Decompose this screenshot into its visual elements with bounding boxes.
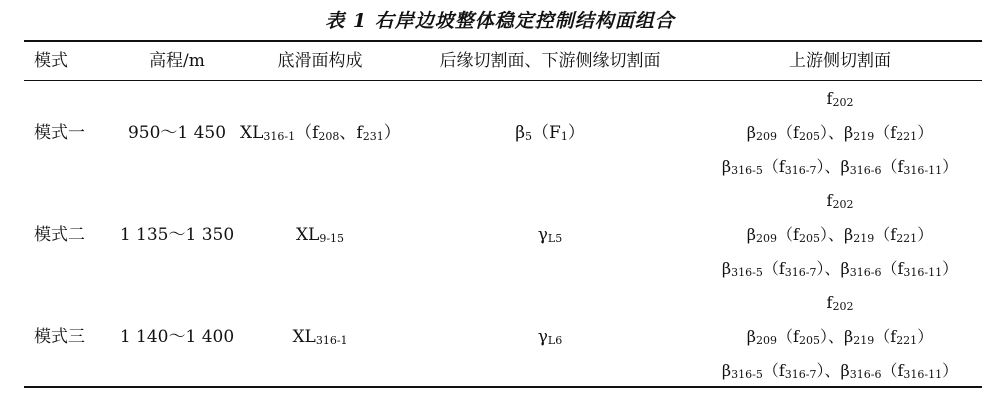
- row-2-upstream-line-3: $\beta_{316-5}(f_{316-7})$、$\beta_{316-6}(f_{316-11})$: [721, 259, 959, 279]
- header-upstream-cut: 上游侧切割面: [789, 51, 891, 71]
- row-1-elevation: 950～1 450: [127, 123, 227, 143]
- row-2-bottom-slide: $XL_{9-15}$: [295, 225, 345, 245]
- header-elevation: 高程/m: [149, 51, 205, 71]
- row-2-upstream-line-2: $\beta_{209}(f_{205})$、$\beta_{219}(f_{221})$: [746, 225, 934, 245]
- row-3-upstream-line-1: $f_{202}$: [826, 293, 854, 313]
- row-3-upstream-line-2: $\beta_{209}(f_{205})$、$\beta_{219}(f_{221})$: [746, 327, 934, 347]
- header-mode: 模式: [34, 51, 68, 71]
- header-rule: [24, 80, 982, 81]
- row-2-upstream-line-1: $f_{202}$: [826, 191, 854, 211]
- row-2-elevation: 1 135～1 350: [119, 225, 235, 245]
- row-3-rear-cut: $\gamma_{L6}$: [537, 327, 563, 347]
- header-bottom-slide: 底滑面构成: [277, 51, 363, 71]
- row-3-mode: 模式三: [34, 327, 85, 347]
- row-1-rear-cut: $\beta_5(F_1)$: [515, 123, 585, 143]
- row-2-rear-cut: $\gamma_{L5}$: [537, 225, 563, 245]
- row-3-bottom-slide: $XL_{316-1}$: [292, 327, 348, 347]
- row-2-mode: 模式二: [34, 225, 85, 245]
- table-title: 表 1 右岸边坡整体稳定控制结构面组合: [325, 10, 675, 32]
- row-1-upstream-line-1: $f_{202}$: [826, 89, 854, 109]
- header-rear-cut: 后缘切割面、下游侧缘切割面: [439, 51, 661, 71]
- bottom-rule: [24, 386, 982, 388]
- row-3-upstream-line-3: $\beta_{316-5}(f_{316-7})$、$\beta_{316-6}(f_{316-11})$: [721, 361, 959, 381]
- row-1-upstream-line-3: $\beta_{316-5}(f_{316-7})$、$\beta_{316-6}(f_{316-11})$: [721, 157, 959, 177]
- row-3-elevation: 1 140～1 400: [119, 327, 235, 347]
- top-rule: [24, 40, 982, 42]
- row-1-upstream-line-2: $\beta_{209}(f_{205})$、$\beta_{219}(f_{221})$: [746, 123, 934, 143]
- row-1-bottom-slide: $XL_{316-1}(f_{208}$、$f_{231}$）: [240, 123, 401, 143]
- row-1-mode: 模式一: [34, 123, 85, 143]
